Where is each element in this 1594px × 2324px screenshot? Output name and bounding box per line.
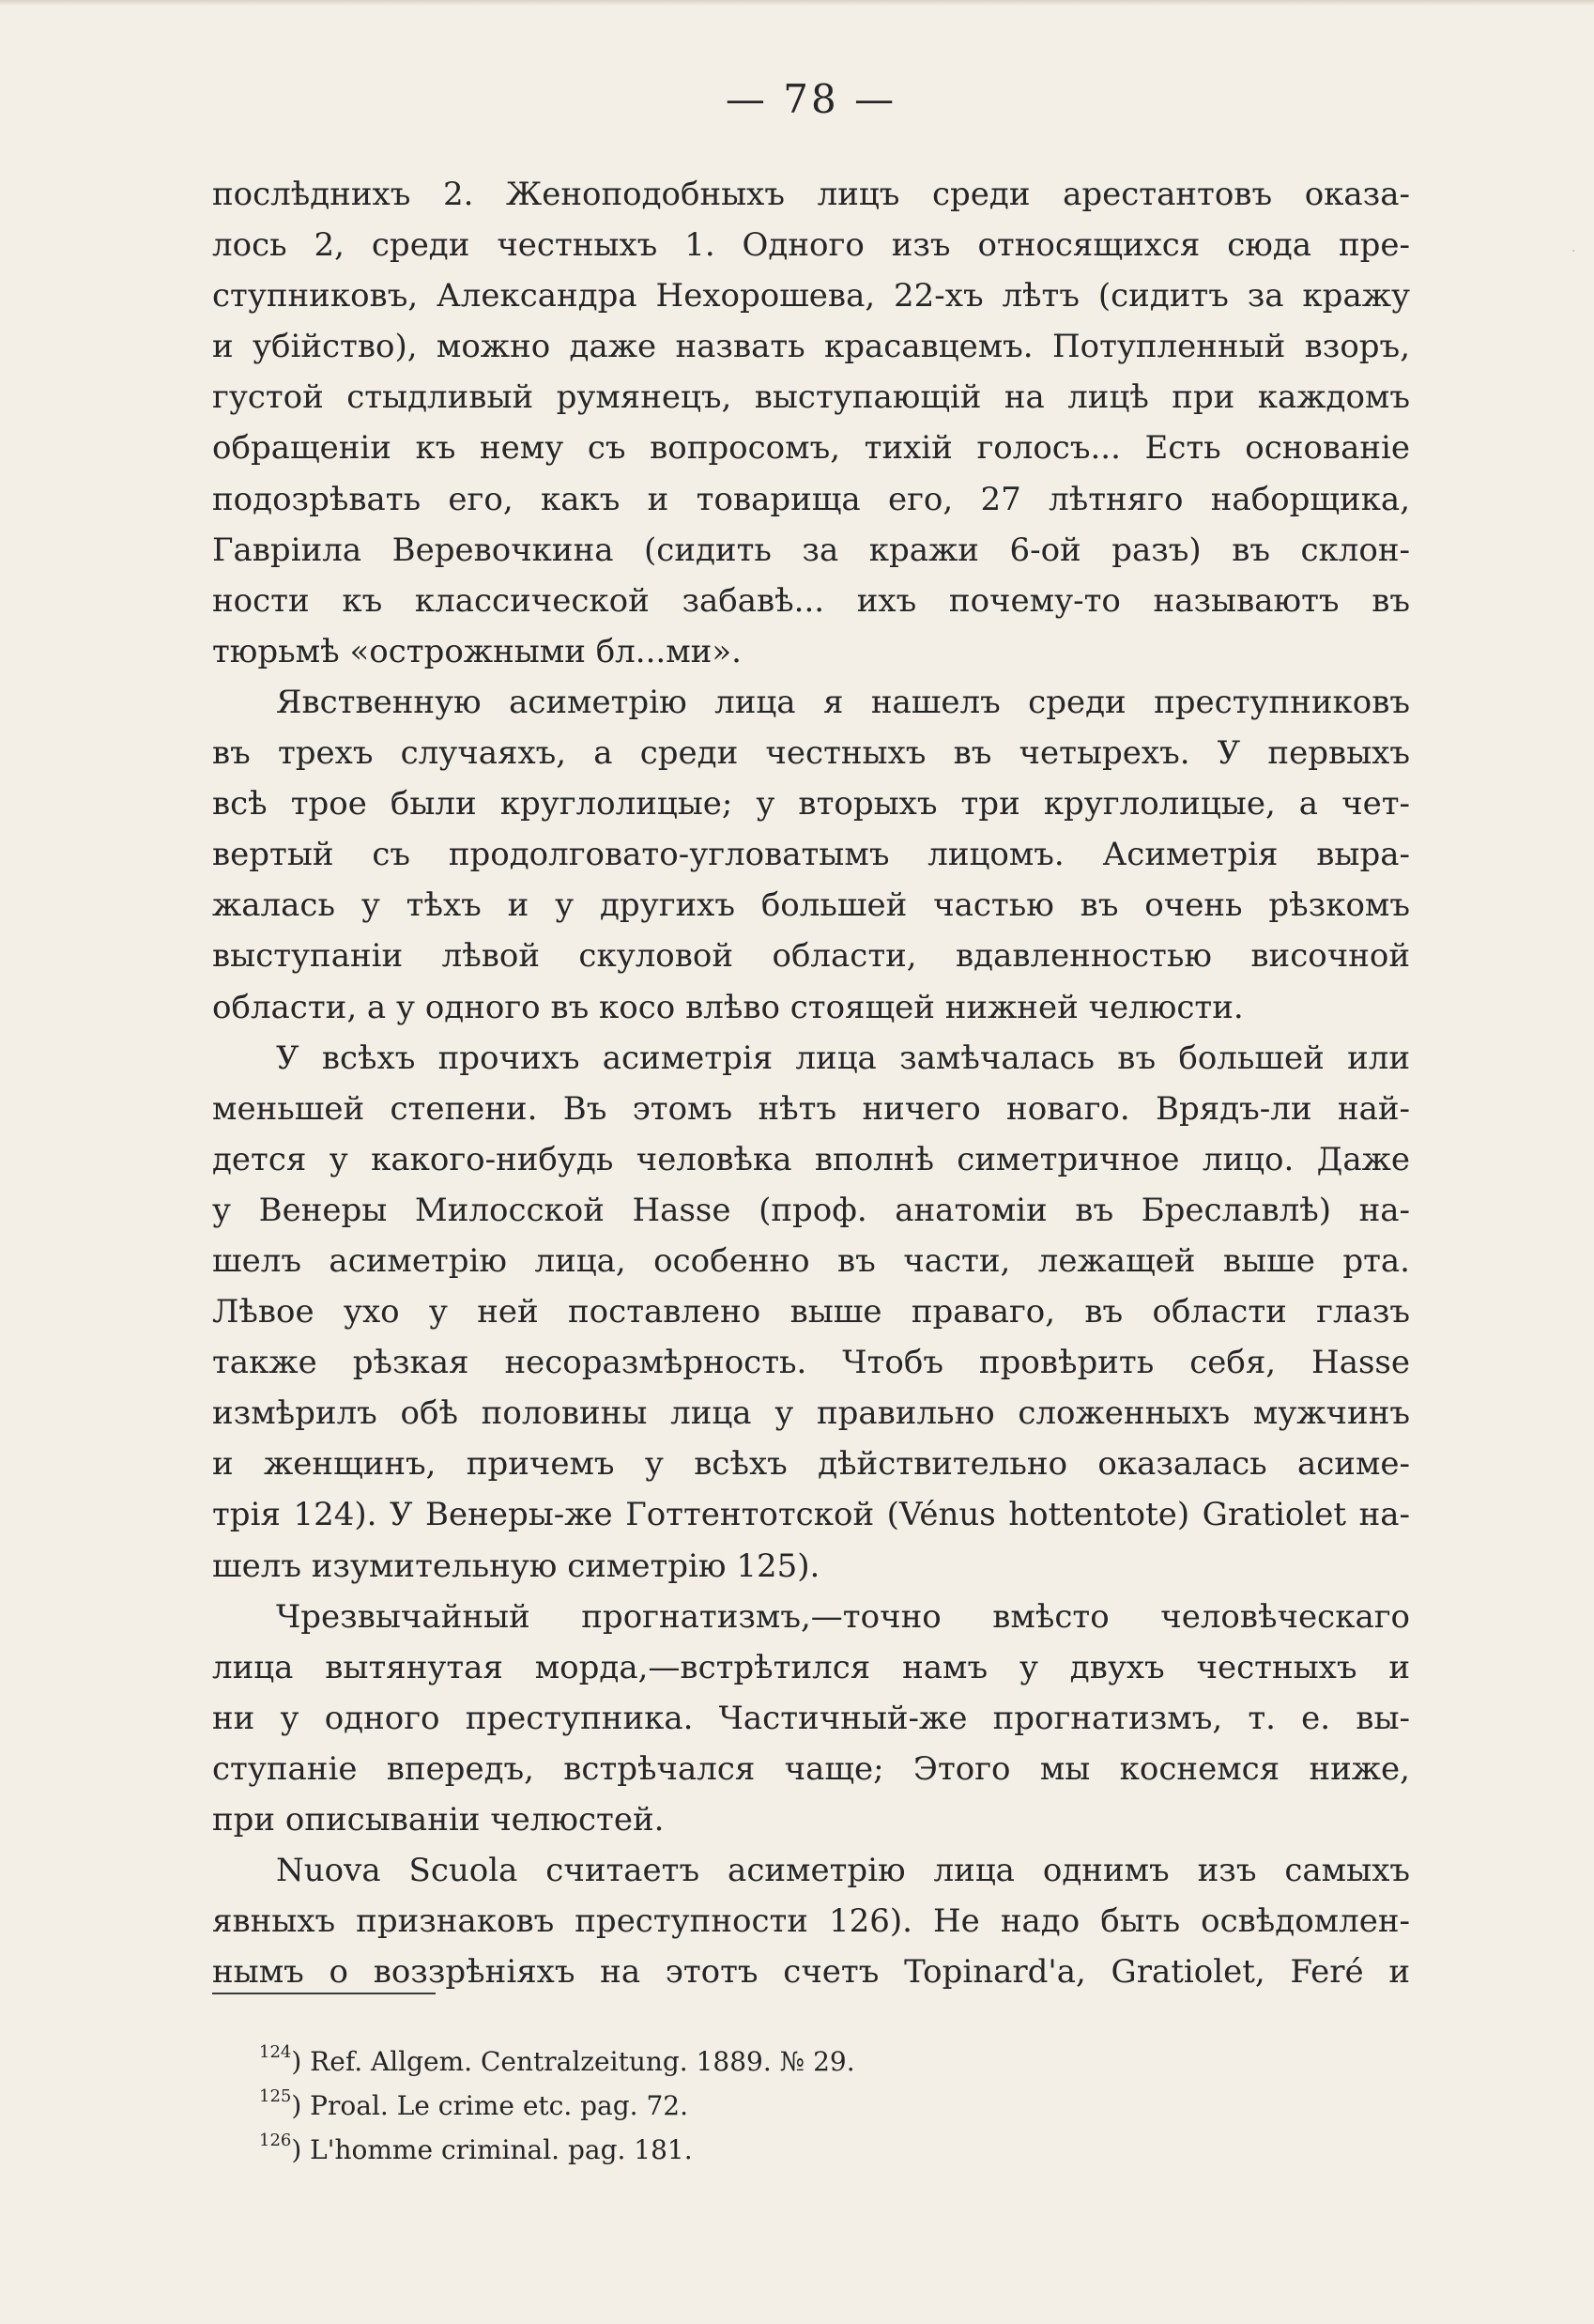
footnotes — [259, 2039, 855, 2172]
text-line: обращеніи къ нему съ вопросомъ, тихій голосъ... Есть основаніе — [212, 429, 1410, 468]
text-line: Явственную асиметрію лица я нашелъ среди преступниковъ — [276, 683, 1410, 721]
text-line: въ трехъ случаяхъ, а среди честныхъ въ четырехъ. У первыхъ — [212, 734, 1410, 773]
text-line: меньшей степени. Въ этомъ нѣтъ ничего новаго. Врядъ-ли най- — [212, 1089, 1410, 1128]
text-line: области, а у одного въ косо влѣво стоящей нижней челюсти. — [212, 988, 1244, 1026]
text-line: у Венеры Милосской Hasse (проф. анатоміи въ Бреславлѣ) на- — [212, 1191, 1410, 1229]
text-line: трія 124). У Венеры-же Готтентотской (Vénus hottentote) Gratiolet на- — [212, 1496, 1410, 1534]
footnote-text: ) Proal. Le crime etc. pag. 72. — [291, 2090, 688, 2121]
footnote-mark: 125 — [259, 2085, 292, 2106]
text-line: лица вытянутая морда,—встрѣтился намъ у двухъ честныхъ и — [212, 1648, 1410, 1686]
footnote-text: ) Ref. Allgem. Centralzeitung. 1889. № 29. — [291, 2046, 855, 2077]
paragraph — [212, 1033, 1410, 1592]
text-line: дется у какого-нибудь человѣка вполнѣ симетричное лицо. Даже — [212, 1140, 1410, 1178]
paragraph — [212, 1592, 1410, 1845]
text-line: У всѣхъ прочихъ асиметрія лица замѣчалась въ большей или — [276, 1039, 1410, 1077]
text-line: Nuova Scuola считаетъ асиметрію лица однимъ изъ самыхъ — [276, 1852, 1410, 1890]
text-line: Лѣвое ухо у ней поставлено выше праваго, въ области глазъ — [212, 1293, 1410, 1331]
paragraph — [212, 169, 1410, 677]
footnote-divider — [212, 1993, 436, 1994]
footnote — [259, 2039, 855, 2084]
text-line: нымъ о воззрѣніяхъ на этотъ счетъ Topinard'a, Gratiolet, Feré и — [212, 1953, 1410, 1992]
text-line: жалась у тѣхъ и у другихъ большей частью въ очень рѣзкомъ — [212, 886, 1410, 925]
text-line: Чрезвычайный прогнатизмъ,—точно вмѣсто человѣческаго — [276, 1597, 1410, 1636]
text-line: шелъ асиметрію лица, особенно въ части, лежащей выше рта. — [212, 1241, 1410, 1280]
footnote — [259, 2128, 855, 2172]
text-line: лось 2, среди честныхъ 1. Одного изъ относящихся сюда пре- — [212, 226, 1410, 265]
text-line: вертый съ продолговато-угловатымъ лицомъ. Асиметрія выра- — [212, 836, 1410, 874]
page-number: — 78 — — [725, 76, 897, 122]
text-line: явныхъ признаковъ преступности 126). Не надо быть освѣдомлен- — [212, 1902, 1410, 1941]
text-line: ности къ классической забавѣ... ихъ почему-то называютъ въ — [212, 581, 1410, 620]
text-line: густой стыдливый румянецъ, выступающій на лицѣ при каждомъ — [212, 378, 1410, 417]
text-line: Гавріила Веревочкина (сидить за кражи 6-ой разъ) въ склон- — [212, 531, 1410, 569]
footnote-text: ) L'homme criminal. pag. 181. — [291, 2134, 693, 2165]
text-line: измѣрилъ обѣ половины лица у правильно сложенныхъ мужчинъ — [212, 1394, 1410, 1433]
text-line: шелъ изумительную симетрію 125). — [212, 1547, 820, 1585]
text-line: подозрѣвать его, какъ и товарища его, 27 лѣтняго наборщика, — [212, 480, 1410, 518]
footnote — [259, 2084, 855, 2128]
text-line: выступаніи лѣвой скуловой области, вдавленностью височной — [212, 937, 1410, 976]
footnote-mark: 124 — [259, 2041, 292, 2062]
text-line: и убійство), можно даже назвать красавцемъ. Потупленный взоръ, — [212, 328, 1410, 366]
body-text — [212, 169, 1410, 1997]
text-line: при описываніи челюстей. — [212, 1801, 665, 1839]
footnote-mark: 126 — [259, 2130, 292, 2150]
paragraph — [212, 1845, 1410, 1997]
text-line: послѣднихъ 2. Женоподобныхъ лицъ среди арестантовъ оказа- — [212, 176, 1410, 213]
text-line: тюрьмѣ «острожными бл...ми». — [212, 632, 742, 670]
text-line: ни у одного преступника. Частичный-же прогнатизмъ, т. е. вы- — [212, 1699, 1410, 1737]
text-line: всѣ трое были круглолицые; у вторыхъ три круглолицые, а чет- — [212, 785, 1410, 823]
text-line: также рѣзкая несоразмѣрность. Чтобъ провѣрить себя, Hasse — [212, 1344, 1410, 1382]
text-line: и женщинъ, причемъ у всѣхъ дѣйствительно оказалась асиме- — [212, 1445, 1410, 1484]
margin-speck: · — [1571, 244, 1576, 259]
paragraph — [212, 677, 1410, 1033]
text-line: ступаніе впередъ, встрѣчался чаще; Этого мы коснемся ниже, — [212, 1749, 1410, 1788]
text-line: ступниковъ, Александра Нехорошева, 22-хъ лѣтъ (сидитъ за кражу — [212, 277, 1410, 316]
